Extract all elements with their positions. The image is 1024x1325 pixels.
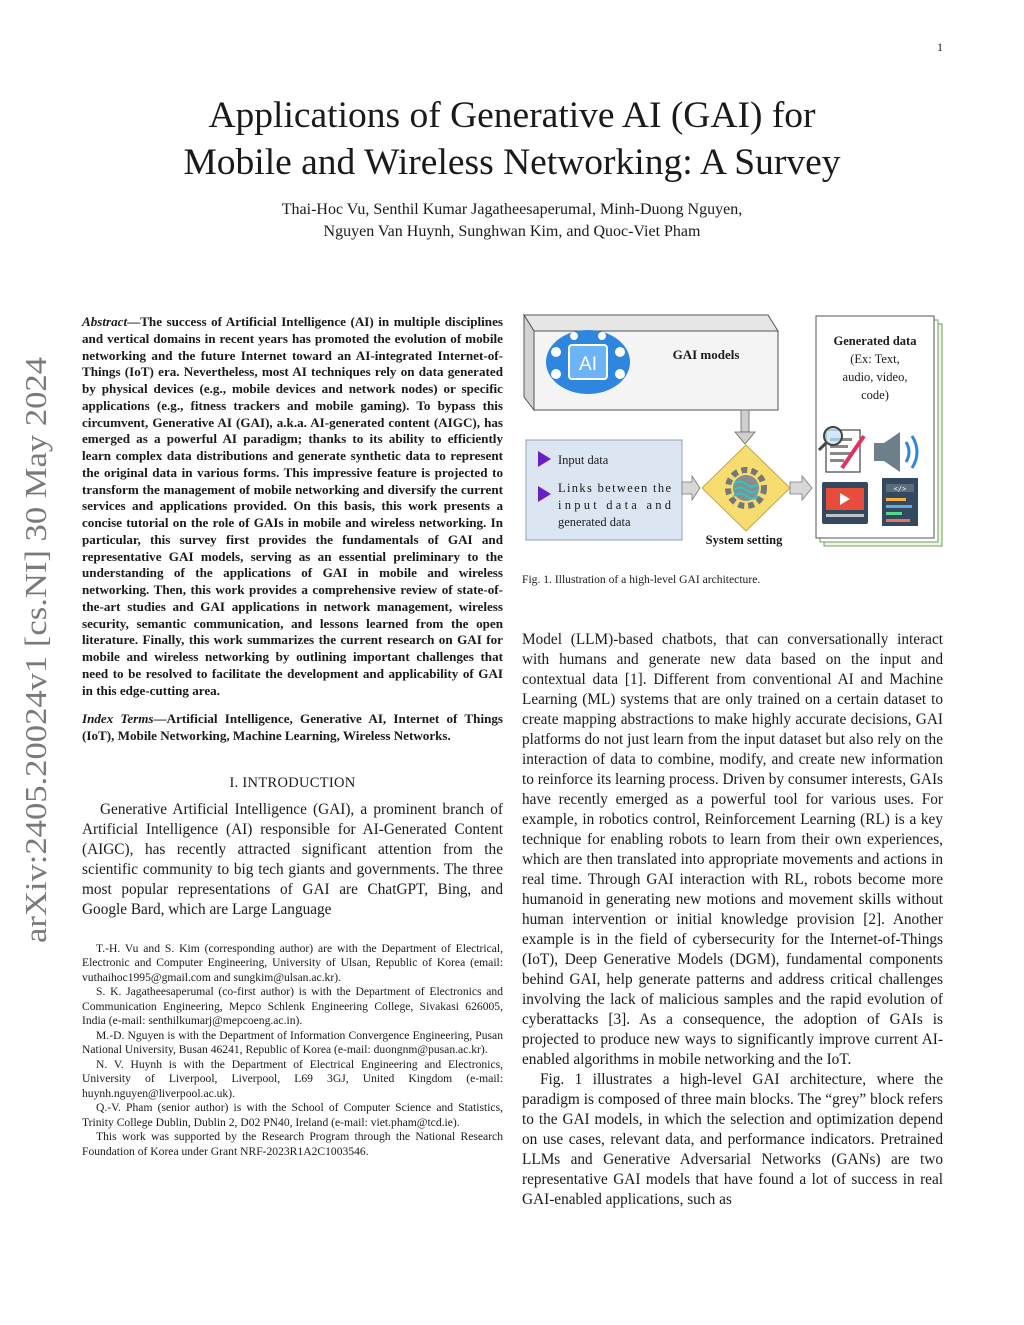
paper-title <box>60 92 964 186</box>
page-number: 1 <box>937 40 943 54</box>
right-arrow <box>682 476 700 500</box>
generated-data-line-2: audio, video, <box>842 370 908 384</box>
index-terms-label: Index Terms <box>82 711 154 727</box>
footnotes <box>82 942 503 1160</box>
intro-paragraph-2: Fig. 1 illustrates a high-level GAI architecture, where the paradigm is composed of three main blocks. The “grey” block refers to the GAI models, in which the selection and optimization depend on use cases, relevant data, and performance indicators. Pretrained LLMs and Generative Adversarial Networks (GANs) are two representative GAI models that have found a lot of success in real GAI-enabled applications, such as <box>522 1071 943 1208</box>
footnote-jagatheesaperumal: S. K. Jagatheesaperumal (co-first author) is with the Department of Electronics and Communication Engineering, Mepco Schlenk Engineering College, Sivakasi 626005, India (e-mail: senthilkumarj@mepcoeng.ac.in). <box>82 985 503 1028</box>
links-line-3: generated data <box>558 515 631 529</box>
right-arrow-2 <box>790 476 812 500</box>
title-line-2: Mobile and Wireless Networking: A Survey <box>183 142 841 183</box>
ai-chip-label: AI <box>579 354 597 375</box>
down-arrow <box>735 410 755 444</box>
ai-brain-icon <box>546 330 630 394</box>
links-line-2: input data and <box>558 498 671 512</box>
footnote-funding: This work was supported by the Research Program through the National Research Foundation of Korea under Grant NRF-2023R1A2C1003546. <box>82 1130 503 1158</box>
svg-text:</>: </> <box>893 485 907 493</box>
figure-caption: Fig. 1. Illustration of a high-level GAI architecture. <box>522 573 761 586</box>
gai-models-label: GAI models <box>672 347 740 362</box>
section-heading-introduction <box>82 775 503 792</box>
generated-data-line-3: code) <box>861 388 889 402</box>
gai-block-top <box>524 315 778 331</box>
footnote-vu-kim: T.-H. Vu and S. Kim (corresponding author) are with the Department of Electrical, Electronic and Computer Engineering, University of Ulsan, Republic of Korea (email: vuthaihoc1995@gmail.com and sungkim@ulsan.ac.kr). <box>82 941 503 984</box>
abstract <box>82 314 503 699</box>
footnote-nguyen: M.-D. Nguyen is with the Department of Information Convergence Engineering, Pusan National University, Busan 46241, Republic of Korea (e-mail: duongnm@pusan.ac.kr). <box>82 1028 503 1057</box>
arxiv-stamp <box>13 355 55 945</box>
links-line-1: Links between the <box>558 481 671 495</box>
text-document-icon <box>819 427 864 472</box>
author-list <box>120 199 904 243</box>
section-numeral: I. I <box>229 774 248 791</box>
input-data-label: Input data <box>558 453 609 467</box>
video-player-icon <box>822 482 868 524</box>
system-setting-label: System setting <box>705 533 783 547</box>
gai-block-side <box>524 315 534 410</box>
arxiv-stamp-text: arXiv:2405.20024v1 [cs.NI] 30 May 2024 <box>18 417 53 943</box>
intro-paragraph-1: Generative Artificial Intelligence (GAI), a prominent branch of Artificial Intelligence (AI) responsible for AI-Generated Content (AIGC), has recently attracted significant attention from the scientific community to big tech giants and governments. The three most popular representations of GAI are ChatGPT, Bing, and Google Bard, which are Large Language <box>82 800 503 918</box>
index-terms-text: —Artificial Intelligence, Generative AI, Internet of Things (IoT), Mobile Networking, Machine Learning, Wireless Networks. <box>82 711 504 743</box>
authors-line-2: Nguyen Van Huynh, Sunghwan Kim, and Quoc-Viet Pham <box>323 223 701 240</box>
intro-paragraph-1-continued: Model (LLM)-based chatbots, that can conversationally interact with humans and generate new data based on the input and contextual data [1]. Different from conventional AI and Machine Learning (ML) systems that are only trained on a certain dataset to create mapping abstractions to make highly accurate decisions, GAI platforms do not just learn from the input dataset but also rely on the interaction of data to combine, modify, and create new information to reinforce its learning process. Driven by consumer interests, GAIs have recently emerged as a powerful tool for various uses. For example, in robotics control, Reinforcement Learning (RL) is a key technique for enabling robots to learn from their own experiences, which are then translated into appropriate movements and actions in real time. Through GAI interaction with RL, robots become more humanoid in generating new motions and movement skills without human intervention or initial knowledge provision [2]. Another example is in the field of cybersecurity for the Internet-of-Things (IoT), Deep Generative Models (DGM), fundamental components behind GAI, help generate patterns and address critical challenges involving the lack of malicious samples and the rapid evolution of cyberattacks [3]. As a consequence, the adoption of GAIs is projected to produce new ways to significantly improve current AI-enabled algorithms in mobile networking and the IoT. <box>522 631 943 1068</box>
footnote-pham: Q.-V. Pham (senior author) is with the School of Computer Science and Statistics, Trinity College Dublin, Dublin 2, D02 PN40, Ireland (e-mail: viet.pham@tcd.ie). <box>82 1101 503 1129</box>
abstract-text: —The success of Artificial Intelligence (AI) in multiple disciplines and vertical domains in recent years has promoted the evolution of mobile networking and the future Internet toward an AI-integrated Internet-of-Things (IoT) era. Nevertheless, most AI techniques rely on data generated by physical devices (e.g., mobile devices and network nodes) or specific applications (e.g., fitness trackers and mobile gaming). To bypass this circumvent, Generative AI (GAI), a.k.a. AI-generated content (AIGC), has emerged as a powerful AI paradigm; thanks to its ability to efficiently learn complex data distributions and generate synthetic data to represent the original data in various forms. This impressive feature is projected to transform the management of mobile networking and diversify the current services and applications provided. On this basis, this work presents a concise tutorial on the role of GAIs in mobile and wireless networking. In particular, this survey first provides the fundamentals of GAI and representative GAI models, serving as an essential preliminary to the understanding of the applications of GAI in mobile and wireless networking. Then, this work provides a comprehensive review of state-of-the-art studies and GAI applications in network management, wireless security, semantic communication, and lessons learned from the open literature. Finally, this work summarizes the current research on GAI for mobile and wireless networking by outlining important challenges that need to be resolved to facilitate the development and applicability of GAI in this edge-cutting area. <box>82 314 503 698</box>
index-terms <box>82 711 503 745</box>
right-column <box>522 630 943 1210</box>
code-file-icon <box>882 478 918 526</box>
generated-data-title: Generated data <box>833 334 917 348</box>
left-column <box>82 314 503 1159</box>
section-title-rest: NTRODUCTION <box>247 774 356 791</box>
footnote-huynh: N. V. Huynh is with the Department of Electrical Engineering and Electronics, University of Liverpool, Liverpool, L69 3GJ, United Kingdom (e-mail: huynh.nguyen@liverpool.ac.uk). <box>82 1057 503 1100</box>
abstract-label: Abstract <box>82 314 128 329</box>
generated-data-line-1: (Ex: Text, <box>850 352 900 366</box>
authors-line-1: Thai-Hoc Vu, Senthil Kumar Jagatheesaperumal, Minh-Duong Nguyen, <box>281 201 743 218</box>
title-line-1: Applications of Generative AI (GAI) for <box>208 95 816 136</box>
figure-1 <box>522 312 944 552</box>
